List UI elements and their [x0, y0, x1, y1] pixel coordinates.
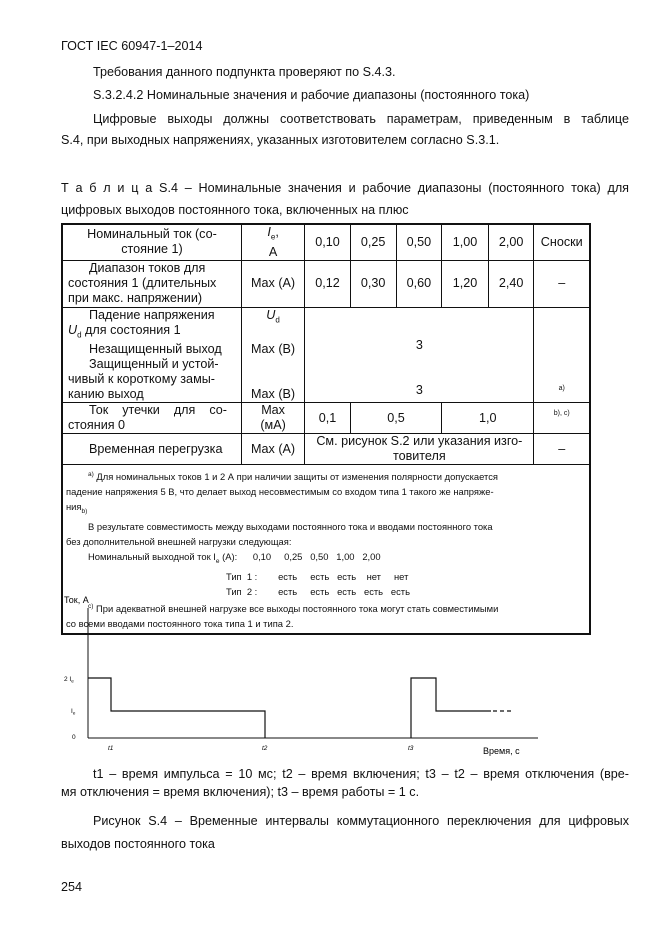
header-value-cell: 0,10	[305, 224, 351, 260]
label-line: Ток утечки для со-	[89, 403, 227, 418]
x-tick-t2: t2	[262, 745, 268, 752]
unit-cell	[241, 307, 304, 403]
paragraph-line: Цифровые выходы должны соответствовать параметрам, приведенным в таблице	[93, 112, 629, 126]
header-value-cell: 1,00	[442, 224, 489, 260]
table-row-range	[62, 260, 590, 307]
label-line: состояния 1 (длительных	[68, 276, 217, 291]
header-param-text: стояние 1)	[121, 242, 183, 257]
label-line: при макс. напряжении)	[68, 291, 203, 306]
y-axis-label: Ток, A	[64, 595, 89, 605]
label-line: Диапазон токов для	[89, 261, 206, 276]
footnote-text: падение напряжения 5 В, что делает выход несовместимым со входом типа 1 такого же напряже-	[66, 486, 494, 498]
value-cell: 0,60	[396, 260, 442, 307]
comma: ,	[275, 225, 279, 239]
voltage-symbol: U	[68, 322, 78, 337]
value-text: 3	[415, 337, 423, 352]
unit-text: A	[268, 244, 278, 259]
paragraph-line: S.4, при выходных напряжениях, указанных изготовителем согласно S.3.1.	[61, 133, 500, 147]
footnote-text: В результате совместимость между выходами постоянного тока и вводами постоянного тока	[88, 521, 493, 533]
header-unit-cell	[241, 224, 304, 260]
row-label-cell	[62, 307, 241, 403]
unit-text: Max	[261, 403, 285, 418]
voltage-symbol: U	[266, 307, 276, 322]
footnote-mark: a)	[88, 471, 94, 479]
footnote-mark: b)	[81, 508, 88, 516]
table-row-leakage	[62, 403, 590, 434]
figure-caption: Рисунок S.4 – Временные интервалы коммутационного переключения для цифровых	[93, 814, 629, 828]
figure-legend-cont: мя отключения = время включения); t3 – время работы = 1 с.	[61, 785, 420, 799]
table-caption-cont: цифровых выходов постоянного тока, включенных на плюс	[61, 203, 409, 217]
timing-diagram	[56, 590, 546, 760]
ratings-table	[61, 223, 591, 635]
value-text: товителя	[392, 449, 446, 464]
document-header: ГОСТ IEC 60947-1–2014	[61, 39, 203, 53]
current-symbol: I	[267, 225, 271, 239]
unit-cell: Max (A)	[241, 260, 304, 307]
table-row-overload	[62, 434, 590, 465]
table-header-row	[62, 224, 590, 260]
label-line: для состояния 1	[81, 322, 181, 337]
value-cell: 0,1	[305, 403, 351, 434]
unit-cell	[241, 403, 304, 434]
section-heading: S.3.2.4.2 Номинальные значения и рабочие диапазоны (постоянного тока)	[93, 88, 530, 102]
x-tick-t1: t1	[108, 745, 114, 752]
row-label-cell	[62, 260, 241, 307]
merged-value-cell	[305, 307, 534, 403]
value-text: См. рисунок S.2 или указания изго-	[316, 434, 523, 449]
note-cell: –	[534, 260, 590, 307]
header-value-cell: 2,00	[488, 224, 534, 260]
footnote-text: (А): 0,10 0,25 0,50 1,00 2,00	[219, 551, 381, 563]
header-param-cell	[62, 224, 241, 260]
footnote-text: со всеми вводами постоянного тока типа 1 и типа 2.	[66, 618, 294, 630]
footnote-text: ния	[66, 501, 82, 513]
subscript: d	[275, 315, 280, 325]
header-param-text: Номинальный ток (со-	[87, 227, 217, 242]
footnote-text: Для номинальных токов 1 и 2 А при наличии защиты от изменения полярности допускается	[93, 471, 499, 483]
label-line: чивый к короткому замы-	[68, 372, 215, 387]
y-tick-zero: 0	[72, 734, 76, 741]
unit-text: Max (B)	[251, 342, 296, 357]
header-value-cell: 0,25	[350, 224, 396, 260]
unit-text: Max (B)	[251, 387, 296, 402]
value-text: 3	[415, 382, 423, 397]
note-cell: a)	[534, 307, 590, 403]
y-tick-2ie: 2 $I_e$	[64, 676, 74, 684]
value-cell: 0,30	[350, 260, 396, 307]
y-tick-ie: $I_e$	[71, 708, 76, 716]
paragraph-requirements: Требования данного подпункта проверяют по S.4.3.	[93, 65, 396, 79]
label-line: Падение напряжения	[89, 307, 215, 322]
merged-value-cell	[305, 434, 534, 465]
figure-caption-cont: выходов постоянного тока	[61, 837, 215, 851]
value-cell: 0,12	[305, 260, 351, 307]
value-cell: 1,20	[442, 260, 489, 307]
footnote-text: Тип 2 : есть есть есть есть есть	[226, 585, 410, 597]
value-cell: 0,5	[350, 403, 441, 434]
note-cell: b), c)	[534, 403, 590, 434]
footnote-text: без дополнительной внешней нагрузки следующая:	[66, 536, 292, 548]
value-cell: 1,0	[442, 403, 534, 434]
unit-text: (мА)	[260, 418, 286, 433]
row-label-cell	[62, 403, 241, 434]
label-line: стояния 0	[68, 418, 126, 433]
page-number: 254	[61, 880, 83, 894]
header-notes-cell: Сноски	[534, 224, 590, 260]
header-value-cell: 0,50	[396, 224, 442, 260]
note-cell: –	[534, 434, 590, 465]
row-label-cell: Временная перегрузка	[62, 434, 241, 465]
table-caption: Т а б л и ц а S.4 – Номинальные значения и рабочие диапазоны (постоянного тока) для	[61, 181, 629, 195]
footnote-text: При адекватной внешней нагрузке все выходы постоянного тока могут стать совместимыми	[93, 603, 499, 615]
subscript: d	[77, 330, 82, 340]
subscript: e	[215, 557, 220, 565]
x-tick-t3: t3	[408, 745, 414, 752]
label-line: Защищенный и устой-	[89, 357, 219, 372]
figure-legend: t1 – время импульса = 10 мс; t2 – время включения; t3 – t2 – время отключения (вре-	[93, 767, 629, 781]
footnote-text: Номинальный выходной ток I	[88, 551, 216, 563]
x-axis-label: Время, с	[483, 746, 520, 756]
footnote-mark: c)	[88, 602, 94, 610]
footnote-text: Тип 1 : есть есть есть нет нет	[226, 570, 409, 582]
subscript: e	[270, 232, 276, 242]
table-row-voltage-drop	[62, 307, 590, 403]
label-line: Незащищенный выход	[89, 342, 222, 357]
pulse-waveform	[88, 678, 265, 738]
value-cell: 2,40	[488, 260, 534, 307]
second-pulse-waveform	[411, 678, 491, 738]
label-line: канию выход	[68, 387, 144, 402]
unit-cell: Max (A)	[241, 434, 304, 465]
